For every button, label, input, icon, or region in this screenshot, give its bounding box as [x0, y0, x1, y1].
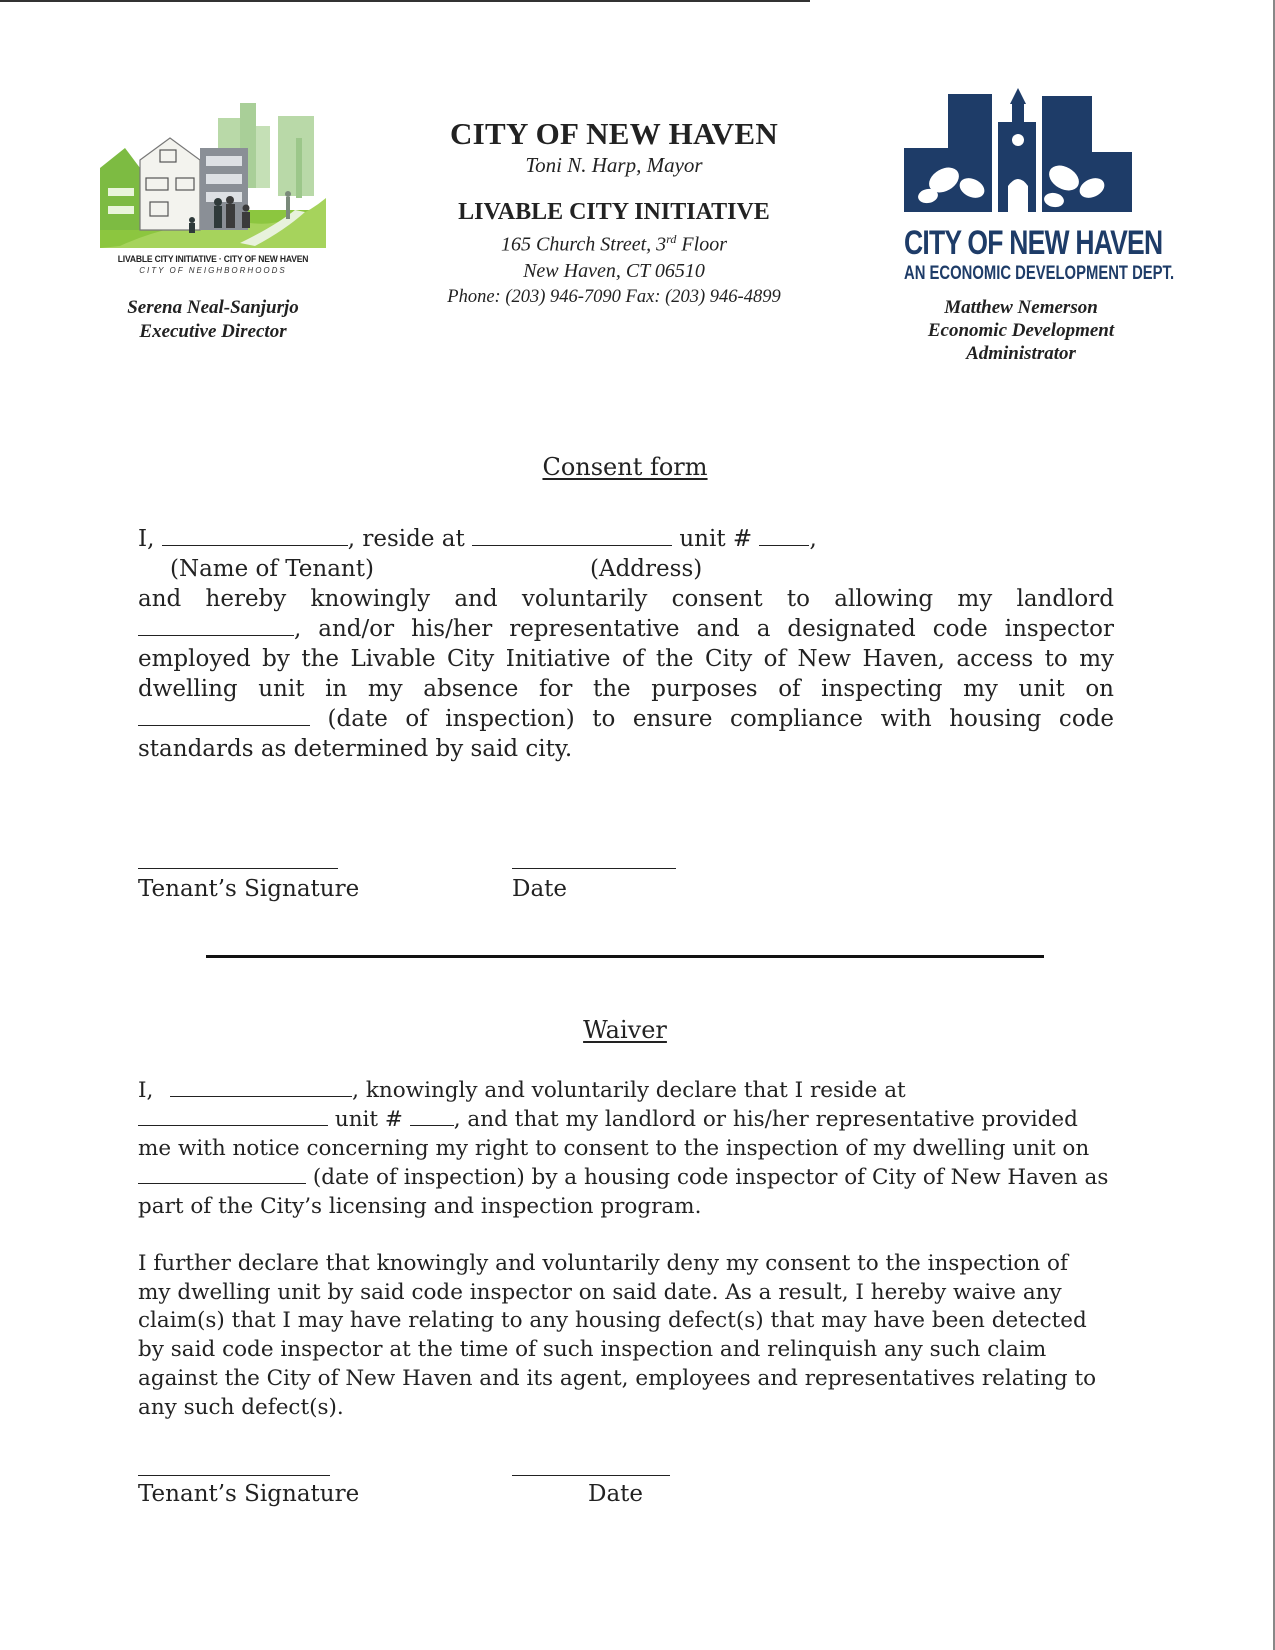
- waiver-heading: Waiver: [583, 1016, 667, 1044]
- waiver-l1-text: , knowingly and voluntarily declare that I reside at: [352, 1078, 906, 1103]
- consent-heading: Consent form: [542, 453, 708, 481]
- consent-comma: ,: [809, 526, 817, 552]
- inspection-date-blank[interactable]: [138, 724, 310, 726]
- consent-date-line[interactable]: [512, 868, 676, 869]
- director-title: Executive Director: [139, 321, 287, 342]
- consent-line-4: [138, 614, 1114, 644]
- consent-l7-text: (date of inspection) to ensure compliance with housing code: [327, 706, 1114, 732]
- waiver-signature-label: Tenant’s Signature: [138, 1481, 360, 1507]
- administrator-block: [896, 296, 1146, 365]
- waiver-line-1: [138, 1077, 1128, 1106]
- director-name: Serena Neal-Sanjurjo: [127, 297, 299, 318]
- waiver-line-5: part of the City’s licensing and inspection program.: [138, 1194, 702, 1219]
- landlord-name-blank[interactable]: [138, 634, 294, 636]
- waiver-p2-line: my dwelling unit by said code inspector on said date. As a result, I hereby waive any: [138, 1279, 1062, 1305]
- waiver-address-blank[interactable]: [138, 1124, 328, 1126]
- administrator-title-1: Economic Development: [927, 320, 1115, 341]
- waiver-line-3: me with notice concerning my right to consent to the inspection of my dwelling unit on: [138, 1136, 1090, 1161]
- consent-date-label: Date: [512, 876, 568, 902]
- waiver-p2-line: against the City of New Haven and its agent, employees and representatives relating to: [138, 1365, 1097, 1391]
- address-blank[interactable]: [472, 544, 672, 546]
- consent-signature-line[interactable]: [138, 868, 338, 869]
- unit-number-blank[interactable]: [759, 544, 809, 546]
- city-skyline-leaves-icon: [904, 88, 1144, 218]
- street-address: [400, 226, 828, 258]
- lci-logo-subcaption: CITY OF NEIGHBORHOODS: [139, 266, 287, 275]
- waiver-date-blank[interactable]: [138, 1182, 306, 1184]
- consent-line-3: and hereby knowingly and voluntarily consent to allowing my landlord: [138, 586, 1114, 612]
- waiver-date-label: Date: [588, 1481, 644, 1507]
- waiver-tenant-name-blank[interactable]: [170, 1095, 352, 1097]
- consent-unit: unit #: [679, 526, 753, 552]
- label-address: (Address): [590, 556, 703, 582]
- street-post: Floor: [676, 233, 727, 256]
- scan-edge-top: [0, 0, 810, 2]
- city-state-zip: New Haven, CT 06510: [523, 259, 705, 282]
- economic-development-logo: [900, 88, 1175, 285]
- waiver-unit: unit #: [334, 1107, 403, 1132]
- administrator-title-2: Administrator: [966, 343, 1076, 364]
- consent-l4-text: , and/or his/her representative and a designated code inspector: [294, 616, 1114, 642]
- lci-logo-caption: LIVABLE CITY INITIATIVE · CITY OF NEW HAVEN: [117, 254, 309, 265]
- street-pre: 165 Church Street, 3: [501, 233, 667, 256]
- tenant-name-blank[interactable]: [162, 544, 348, 546]
- ed-logo-city: CITY OF NEW HAVEN: [904, 224, 1163, 262]
- consent-line-7: [138, 704, 1114, 734]
- livable-city-initiative-logo: [100, 98, 326, 275]
- neighborhood-illustration-icon: [100, 98, 326, 248]
- consent-line-1: [138, 524, 817, 554]
- label-name-of-tenant: (Name of Tenant): [170, 556, 374, 582]
- consent-signature-label: Tenant’s Signature: [138, 876, 360, 902]
- waiver-paragraph-2: [138, 1250, 1128, 1422]
- waiver-l2-text: , and that my landlord or his/her representative provided: [453, 1107, 1078, 1132]
- waiver-date-line[interactable]: [512, 1475, 670, 1476]
- waiver-p2-line: any such defect(s).: [138, 1394, 344, 1420]
- phone-fax: Phone: (203) 946-7090 Fax: (203) 946-4899: [447, 286, 781, 307]
- letterhead: [400, 116, 828, 310]
- waiver-p2-line: I further declare that knowingly and voluntarily deny my consent to the inspection of: [138, 1251, 1068, 1276]
- city-title: CITY OF NEW HAVEN: [449, 116, 779, 151]
- waiver-signature-line[interactable]: [138, 1475, 330, 1476]
- section-divider: [206, 955, 1044, 958]
- waiver-unit-blank[interactable]: [410, 1124, 454, 1126]
- consent-line-6: dwelling unit in my absence for the purposes of inspecting my unit on: [138, 676, 1114, 702]
- org-title: LIVABLE CITY INITIATIVE: [458, 199, 770, 225]
- waiver-i: I,: [138, 1078, 154, 1103]
- ed-logo-dept: AN ECONOMIC DEVELOPMENT DEPT.: [904, 263, 1175, 284]
- consent-line-5: employed by the Livable City Initiative of the City of New Haven, access to my: [138, 646, 1114, 672]
- consent-reside: , reside at: [347, 526, 465, 552]
- waiver-line-2: [138, 1106, 1128, 1135]
- waiver-l4-text: (date of inspection) by a housing code inspector of City of New Haven as: [312, 1165, 1109, 1190]
- mayor-line: Toni N. Harp, Mayor: [525, 153, 703, 177]
- administrator-name: Matthew Nemerson: [944, 297, 1098, 318]
- street-sup: rd: [666, 232, 677, 246]
- waiver-p2-line: by said code inspector at the time of such inspection and relinquish any such claim: [138, 1337, 1047, 1363]
- waiver-line-4: [138, 1164, 1128, 1193]
- waiver-p2-line: claim(s) that I may have relating to any housing defect(s) that may have been detected: [138, 1308, 1087, 1334]
- consent-line-8: standards as determined by said city.: [138, 736, 573, 762]
- consent-i: I,: [138, 526, 155, 552]
- executive-director-block: [100, 296, 326, 344]
